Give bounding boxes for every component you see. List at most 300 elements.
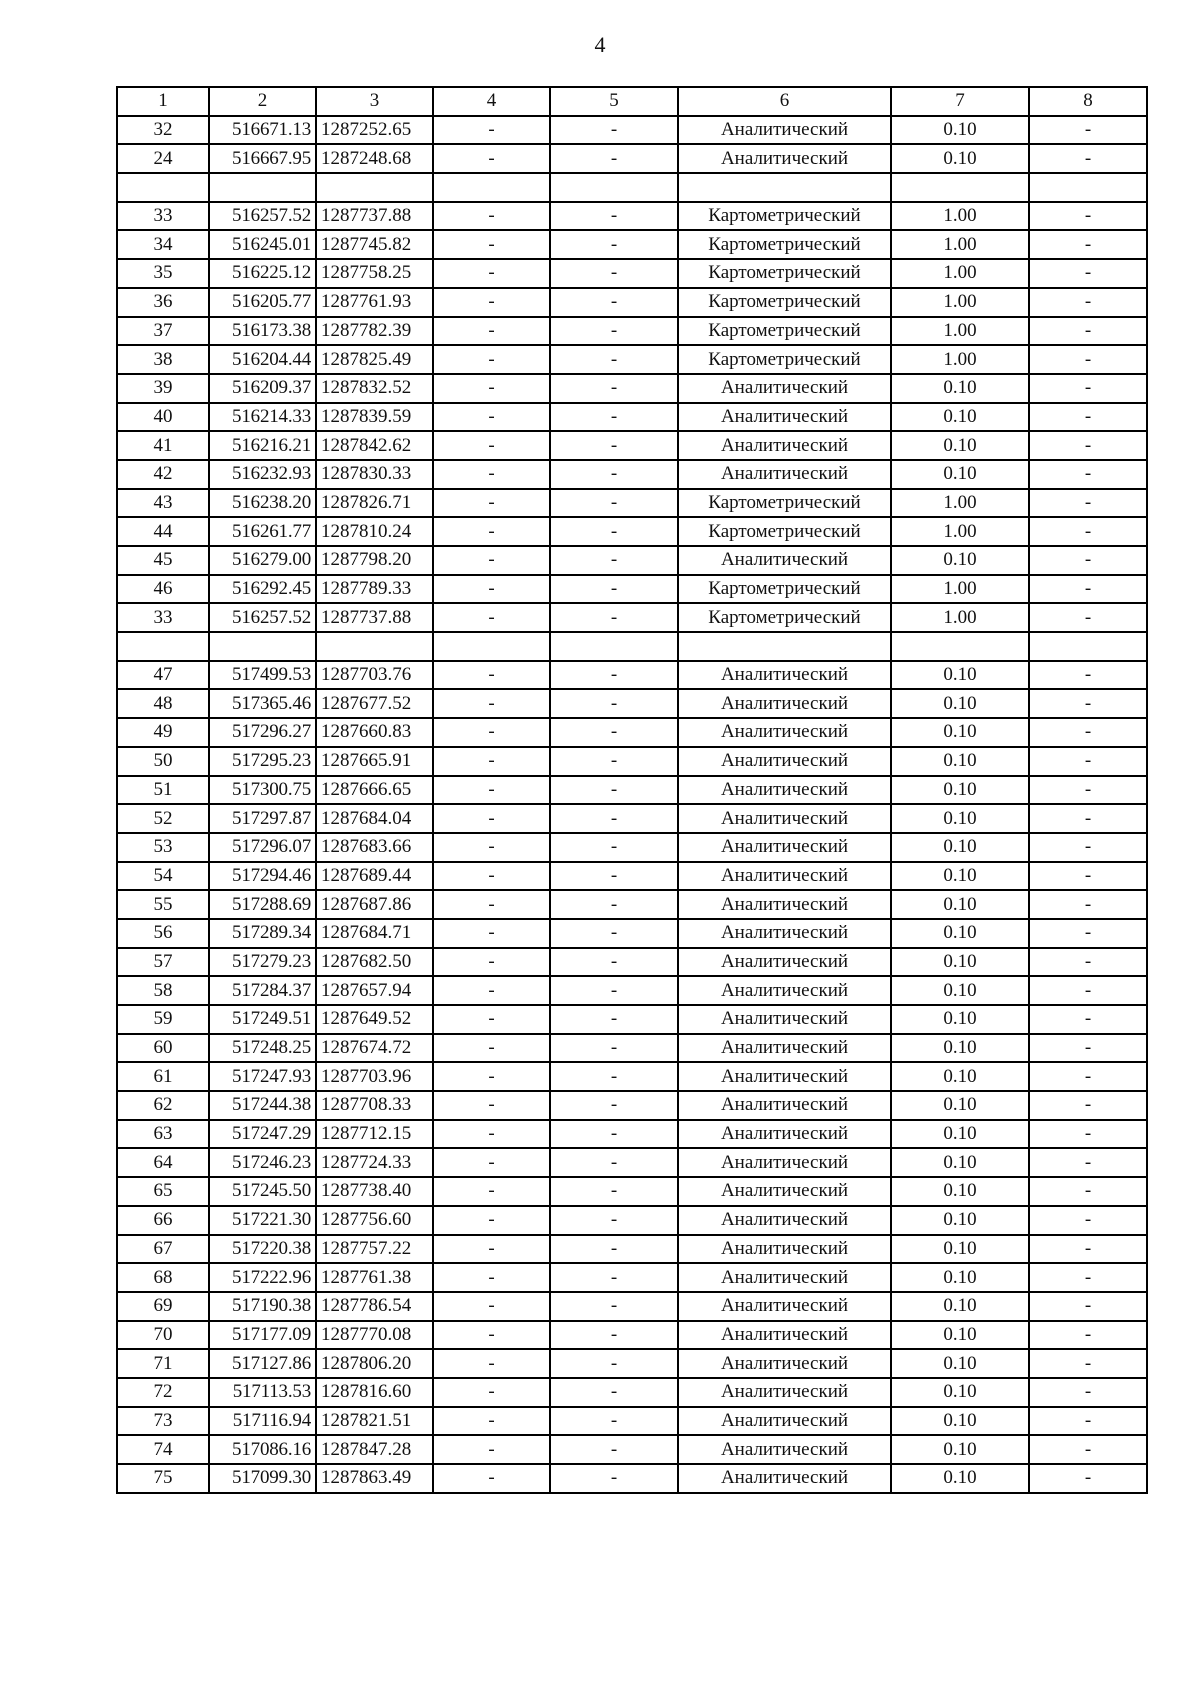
y-coordinate-cell: 1287712.15 <box>316 1120 433 1149</box>
col5-cell: - <box>550 1349 678 1378</box>
col8-cell: - <box>1029 460 1147 489</box>
y-coordinate-cell: 1287798.20 <box>316 546 433 575</box>
point-number-cell: 71 <box>117 1349 209 1378</box>
col8-cell: - <box>1029 1034 1147 1063</box>
accuracy-cell: 0.10 <box>891 403 1029 432</box>
col4-cell: - <box>433 1005 550 1034</box>
accuracy-cell: 0.10 <box>891 948 1029 977</box>
point-number-cell: 63 <box>117 1120 209 1149</box>
x-coordinate-cell: 516257.52 <box>209 603 316 632</box>
col8-cell: - <box>1029 403 1147 432</box>
x-coordinate-cell: 517244.38 <box>209 1091 316 1120</box>
table-row <box>117 489 1147 518</box>
method-cell: Картометрический <box>678 575 891 604</box>
method-cell: Аналитический <box>678 862 891 891</box>
y-coordinate-cell: 1287682.50 <box>316 948 433 977</box>
col5-cell: - <box>550 288 678 317</box>
col8-cell: - <box>1029 976 1147 1005</box>
x-coordinate-cell: 517245.50 <box>209 1177 316 1206</box>
point-number-cell: 41 <box>117 431 209 460</box>
point-number-cell: 43 <box>117 489 209 518</box>
point-number-cell: 50 <box>117 747 209 776</box>
col4-cell: - <box>433 1435 550 1464</box>
x-coordinate-cell: 517177.09 <box>209 1321 316 1350</box>
header-row <box>117 87 1147 116</box>
y-coordinate-cell: 1287863.49 <box>316 1464 433 1493</box>
x-coordinate-cell: 516209.37 <box>209 374 316 403</box>
x-coordinate-cell: 517499.53 <box>209 661 316 690</box>
column-header-8: 8 <box>1029 87 1147 116</box>
page-number: 4 <box>594 32 606 57</box>
accuracy-cell: 0.10 <box>891 976 1029 1005</box>
col8-cell: - <box>1029 230 1147 259</box>
table-row <box>117 259 1147 288</box>
y-coordinate-cell: 1287738.40 <box>316 1177 433 1206</box>
table-row <box>117 632 1147 661</box>
accuracy-cell: 0.10 <box>891 116 1029 145</box>
col5-cell: - <box>550 1034 678 1063</box>
col4-cell: - <box>433 460 550 489</box>
x-coordinate-cell: 516238.20 <box>209 489 316 518</box>
point-number-cell: 34 <box>117 230 209 259</box>
point-number-cell: 74 <box>117 1435 209 1464</box>
accuracy-cell: 0.10 <box>891 833 1029 862</box>
accuracy-cell: 0.10 <box>891 1235 1029 1264</box>
x-coordinate-cell: 517249.51 <box>209 1005 316 1034</box>
col4-cell: - <box>433 230 550 259</box>
method-cell: Аналитический <box>678 1349 891 1378</box>
accuracy-cell <box>891 173 1029 202</box>
y-coordinate-cell: 1287737.88 <box>316 603 433 632</box>
accuracy-cell: 0.10 <box>891 460 1029 489</box>
table-row <box>117 1464 1147 1493</box>
y-coordinate-cell: 1287821.51 <box>316 1407 433 1436</box>
x-coordinate-cell: 517279.23 <box>209 948 316 977</box>
table-row <box>117 546 1147 575</box>
col5-cell: - <box>550 575 678 604</box>
column-header-6: 6 <box>678 87 891 116</box>
y-coordinate-cell: 1287757.22 <box>316 1235 433 1264</box>
accuracy-cell: 0.10 <box>891 1034 1029 1063</box>
y-coordinate-cell: 1287687.86 <box>316 890 433 919</box>
table-row <box>117 976 1147 1005</box>
accuracy-cell: 0.10 <box>891 718 1029 747</box>
y-coordinate-cell: 1287683.66 <box>316 833 433 862</box>
method-cell: Картометрический <box>678 489 891 518</box>
accuracy-cell: 0.10 <box>891 919 1029 948</box>
method-cell: Картометрический <box>678 345 891 374</box>
method-cell: Аналитический <box>678 1378 891 1407</box>
col5-cell: - <box>550 546 678 575</box>
method-cell: Аналитический <box>678 1407 891 1436</box>
col5-cell: - <box>550 259 678 288</box>
x-coordinate-cell: 517116.94 <box>209 1407 316 1436</box>
col5-cell: - <box>550 116 678 145</box>
point-number-cell: 46 <box>117 575 209 604</box>
point-number-cell: 33 <box>117 603 209 632</box>
col8-cell: - <box>1029 1378 1147 1407</box>
col5-cell: - <box>550 144 678 173</box>
x-coordinate-cell: 517113.53 <box>209 1378 316 1407</box>
table-row <box>117 776 1147 805</box>
method-cell: Аналитический <box>678 460 891 489</box>
col8-cell <box>1029 632 1147 661</box>
col8-cell: - <box>1029 1091 1147 1120</box>
accuracy-cell: 0.10 <box>891 1292 1029 1321</box>
table-row <box>117 1263 1147 1292</box>
method-cell: Аналитический <box>678 890 891 919</box>
col8-cell: - <box>1029 1321 1147 1350</box>
method-cell: Аналитический <box>678 1206 891 1235</box>
method-cell: Картометрический <box>678 317 891 346</box>
method-cell: Аналитический <box>678 976 891 1005</box>
x-coordinate-cell: 516204.44 <box>209 345 316 374</box>
col5-cell: - <box>550 1378 678 1407</box>
col5-cell: - <box>550 747 678 776</box>
col5-cell: - <box>550 517 678 546</box>
point-number-cell: 57 <box>117 948 209 977</box>
point-number-cell: 55 <box>117 890 209 919</box>
col5-cell <box>550 632 678 661</box>
point-number-cell: 73 <box>117 1407 209 1436</box>
column-header-1: 1 <box>117 87 209 116</box>
col4-cell: - <box>433 403 550 432</box>
col8-cell: - <box>1029 948 1147 977</box>
x-coordinate-cell: 516667.95 <box>209 144 316 173</box>
y-coordinate-cell: 1287689.44 <box>316 862 433 891</box>
col8-cell: - <box>1029 1148 1147 1177</box>
x-coordinate-cell: 516205.77 <box>209 288 316 317</box>
column-header-2: 2 <box>209 87 316 116</box>
table-row <box>117 202 1147 231</box>
x-coordinate-cell: 517247.29 <box>209 1120 316 1149</box>
col5-cell: - <box>550 833 678 862</box>
col5-cell: - <box>550 718 678 747</box>
x-coordinate-cell: 517294.46 <box>209 862 316 891</box>
method-cell: Картометрический <box>678 603 891 632</box>
col4-cell: - <box>433 144 550 173</box>
col5-cell: - <box>550 976 678 1005</box>
col5-cell: - <box>550 317 678 346</box>
col4-cell <box>433 173 550 202</box>
point-number-cell: 40 <box>117 403 209 432</box>
y-coordinate-cell: 1287703.96 <box>316 1062 433 1091</box>
col4-cell: - <box>433 1464 550 1493</box>
y-coordinate-cell <box>316 632 433 661</box>
y-coordinate-cell: 1287657.94 <box>316 976 433 1005</box>
table-row <box>117 288 1147 317</box>
table-row <box>117 1177 1147 1206</box>
method-cell <box>678 173 891 202</box>
y-coordinate-cell: 1287660.83 <box>316 718 433 747</box>
point-number-cell: 60 <box>117 1034 209 1063</box>
method-cell: Аналитический <box>678 1435 891 1464</box>
point-number-cell: 54 <box>117 862 209 891</box>
accuracy-cell <box>891 632 1029 661</box>
accuracy-cell: 1.00 <box>891 603 1029 632</box>
col4-cell: - <box>433 259 550 288</box>
point-number-cell: 38 <box>117 345 209 374</box>
x-coordinate-cell: 516245.01 <box>209 230 316 259</box>
x-coordinate-cell: 517296.07 <box>209 833 316 862</box>
x-coordinate-cell: 517190.38 <box>209 1292 316 1321</box>
y-coordinate-cell: 1287847.28 <box>316 1435 433 1464</box>
method-cell: Аналитический <box>678 1292 891 1321</box>
col4-cell: - <box>433 1378 550 1407</box>
table-row <box>117 317 1147 346</box>
table-row <box>117 1235 1147 1264</box>
col5-cell: - <box>550 374 678 403</box>
col4-cell: - <box>433 833 550 862</box>
col4-cell: - <box>433 116 550 145</box>
point-number-cell: 24 <box>117 144 209 173</box>
accuracy-cell: 0.10 <box>891 431 1029 460</box>
x-coordinate-cell: 517086.16 <box>209 1435 316 1464</box>
accuracy-cell: 0.10 <box>891 1407 1029 1436</box>
x-coordinate-cell: 517127.86 <box>209 1349 316 1378</box>
point-number-cell: 52 <box>117 804 209 833</box>
table-row <box>117 747 1147 776</box>
x-coordinate-cell: 517300.75 <box>209 776 316 805</box>
col5-cell: - <box>550 776 678 805</box>
method-cell: Картометрический <box>678 259 891 288</box>
method-cell: Картометрический <box>678 517 891 546</box>
col4-cell <box>433 632 550 661</box>
y-coordinate-cell: 1287666.65 <box>316 776 433 805</box>
point-number-cell <box>117 173 209 202</box>
method-cell <box>678 632 891 661</box>
y-coordinate-cell: 1287761.93 <box>316 288 433 317</box>
col8-cell: - <box>1029 1206 1147 1235</box>
col8-cell: - <box>1029 374 1147 403</box>
accuracy-cell: 0.10 <box>891 661 1029 690</box>
col8-cell: - <box>1029 804 1147 833</box>
col8-cell: - <box>1029 1062 1147 1091</box>
col4-cell: - <box>433 948 550 977</box>
x-coordinate-cell: 517295.23 <box>209 747 316 776</box>
table-row <box>117 345 1147 374</box>
col8-cell: - <box>1029 202 1147 231</box>
col8-cell: - <box>1029 1120 1147 1149</box>
col8-cell: - <box>1029 1435 1147 1464</box>
table-row <box>117 1206 1147 1235</box>
x-coordinate-cell: 517099.30 <box>209 1464 316 1493</box>
table-row <box>117 144 1147 173</box>
col4-cell: - <box>433 317 550 346</box>
col8-cell: - <box>1029 1005 1147 1034</box>
x-coordinate-cell: 516257.52 <box>209 202 316 231</box>
point-number-cell: 70 <box>117 1321 209 1350</box>
table-row <box>117 1378 1147 1407</box>
col8-cell: - <box>1029 1263 1147 1292</box>
col8-cell: - <box>1029 116 1147 145</box>
method-cell: Аналитический <box>678 1235 891 1264</box>
y-coordinate-cell: 1287745.82 <box>316 230 433 259</box>
table-row <box>117 1034 1147 1063</box>
col4-cell: - <box>433 862 550 891</box>
col4-cell: - <box>433 747 550 776</box>
col8-cell: - <box>1029 833 1147 862</box>
x-coordinate-cell: 517247.93 <box>209 1062 316 1091</box>
col5-cell: - <box>550 1062 678 1091</box>
y-coordinate-cell: 1287789.33 <box>316 575 433 604</box>
method-cell: Аналитический <box>678 431 891 460</box>
col5-cell: - <box>550 1464 678 1493</box>
x-coordinate-cell: 516292.45 <box>209 575 316 604</box>
point-number-cell: 61 <box>117 1062 209 1091</box>
col4-cell: - <box>433 976 550 1005</box>
table-row <box>117 661 1147 690</box>
accuracy-cell: 0.10 <box>891 890 1029 919</box>
col4-cell: - <box>433 1120 550 1149</box>
col8-cell: - <box>1029 1464 1147 1493</box>
point-number-cell: 44 <box>117 517 209 546</box>
col5-cell: - <box>550 1177 678 1206</box>
col5-cell: - <box>550 1091 678 1120</box>
col8-cell: - <box>1029 776 1147 805</box>
table-row <box>117 1120 1147 1149</box>
table-row <box>117 1407 1147 1436</box>
x-coordinate-cell: 516214.33 <box>209 403 316 432</box>
col4-cell: - <box>433 374 550 403</box>
col4-cell: - <box>433 288 550 317</box>
table-row <box>117 173 1147 202</box>
x-coordinate-cell: 517222.96 <box>209 1263 316 1292</box>
col8-cell: - <box>1029 575 1147 604</box>
col4-cell: - <box>433 1292 550 1321</box>
method-cell: Аналитический <box>678 948 891 977</box>
accuracy-cell: 0.10 <box>891 1349 1029 1378</box>
col8-cell: - <box>1029 1235 1147 1264</box>
col8-cell: - <box>1029 288 1147 317</box>
method-cell: Картометрический <box>678 230 891 259</box>
y-coordinate-cell: 1287737.88 <box>316 202 433 231</box>
col5-cell: - <box>550 919 678 948</box>
col8-cell: - <box>1029 345 1147 374</box>
accuracy-cell: 0.10 <box>891 1321 1029 1350</box>
table-row <box>117 1292 1147 1321</box>
col5-cell: - <box>550 603 678 632</box>
method-cell: Аналитический <box>678 1034 891 1063</box>
col5-cell: - <box>550 689 678 718</box>
x-coordinate-cell: 516671.13 <box>209 116 316 145</box>
col4-cell: - <box>433 661 550 690</box>
table-row <box>117 1091 1147 1120</box>
method-cell: Аналитический <box>678 546 891 575</box>
y-coordinate-cell: 1287674.72 <box>316 1034 433 1063</box>
col8-cell <box>1029 173 1147 202</box>
y-coordinate-cell: 1287677.52 <box>316 689 433 718</box>
y-coordinate-cell: 1287830.33 <box>316 460 433 489</box>
col8-cell: - <box>1029 317 1147 346</box>
point-number-cell: 36 <box>117 288 209 317</box>
point-number-cell: 45 <box>117 546 209 575</box>
col8-cell: - <box>1029 431 1147 460</box>
y-coordinate-cell <box>316 173 433 202</box>
col5-cell: - <box>550 230 678 259</box>
y-coordinate-cell: 1287839.59 <box>316 403 433 432</box>
y-coordinate-cell: 1287761.38 <box>316 1263 433 1292</box>
method-cell: Аналитический <box>678 374 891 403</box>
table-row <box>117 689 1147 718</box>
col4-cell: - <box>433 689 550 718</box>
x-coordinate-cell: 516261.77 <box>209 517 316 546</box>
x-coordinate-cell: 516216.21 <box>209 431 316 460</box>
y-coordinate-cell: 1287758.25 <box>316 259 433 288</box>
y-coordinate-cell: 1287832.52 <box>316 374 433 403</box>
col5-cell: - <box>550 1120 678 1149</box>
x-coordinate-cell <box>209 173 316 202</box>
method-cell: Аналитический <box>678 1148 891 1177</box>
method-cell: Аналитический <box>678 776 891 805</box>
col8-cell: - <box>1029 259 1147 288</box>
table-row <box>117 1062 1147 1091</box>
col8-cell: - <box>1029 489 1147 518</box>
col5-cell: - <box>550 460 678 489</box>
y-coordinate-cell: 1287816.60 <box>316 1378 433 1407</box>
accuracy-cell: 0.10 <box>891 1120 1029 1149</box>
col4-cell: - <box>433 1349 550 1378</box>
col5-cell: - <box>550 403 678 432</box>
table-row <box>117 890 1147 919</box>
point-number-cell: 47 <box>117 661 209 690</box>
col5-cell: - <box>550 1263 678 1292</box>
col8-cell: - <box>1029 919 1147 948</box>
accuracy-cell: 1.00 <box>891 345 1029 374</box>
method-cell: Аналитический <box>678 1005 891 1034</box>
col5-cell: - <box>550 1235 678 1264</box>
accuracy-cell: 1.00 <box>891 259 1029 288</box>
method-cell: Аналитический <box>678 718 891 747</box>
point-number-cell: 72 <box>117 1378 209 1407</box>
col8-cell: - <box>1029 689 1147 718</box>
method-cell: Аналитический <box>678 689 891 718</box>
x-coordinate-cell: 517288.69 <box>209 890 316 919</box>
accuracy-cell: 1.00 <box>891 202 1029 231</box>
col5-cell: - <box>550 890 678 919</box>
col5-cell: - <box>550 1148 678 1177</box>
table-row <box>117 431 1147 460</box>
method-cell: Аналитический <box>678 804 891 833</box>
accuracy-cell: 1.00 <box>891 575 1029 604</box>
method-cell: Аналитический <box>678 1263 891 1292</box>
point-number-cell: 75 <box>117 1464 209 1493</box>
y-coordinate-cell: 1287708.33 <box>316 1091 433 1120</box>
col4-cell: - <box>433 1263 550 1292</box>
col5-cell: - <box>550 804 678 833</box>
accuracy-cell: 0.10 <box>891 1378 1029 1407</box>
table-row <box>117 1005 1147 1034</box>
x-coordinate-cell: 517296.27 <box>209 718 316 747</box>
method-cell: Аналитический <box>678 1120 891 1149</box>
table-row <box>117 517 1147 546</box>
col4-cell: - <box>433 1321 550 1350</box>
col8-cell: - <box>1029 1292 1147 1321</box>
col4-cell: - <box>433 776 550 805</box>
table-row <box>117 804 1147 833</box>
method-cell: Аналитический <box>678 833 891 862</box>
x-coordinate-cell: 517248.25 <box>209 1034 316 1063</box>
col4-cell: - <box>433 1034 550 1063</box>
col8-cell: - <box>1029 661 1147 690</box>
col4-cell: - <box>433 718 550 747</box>
table-row <box>117 603 1147 632</box>
col4-cell: - <box>433 431 550 460</box>
accuracy-cell: 1.00 <box>891 517 1029 546</box>
y-coordinate-cell: 1287724.33 <box>316 1148 433 1177</box>
point-number-cell: 42 <box>117 460 209 489</box>
accuracy-cell: 0.10 <box>891 1464 1029 1493</box>
